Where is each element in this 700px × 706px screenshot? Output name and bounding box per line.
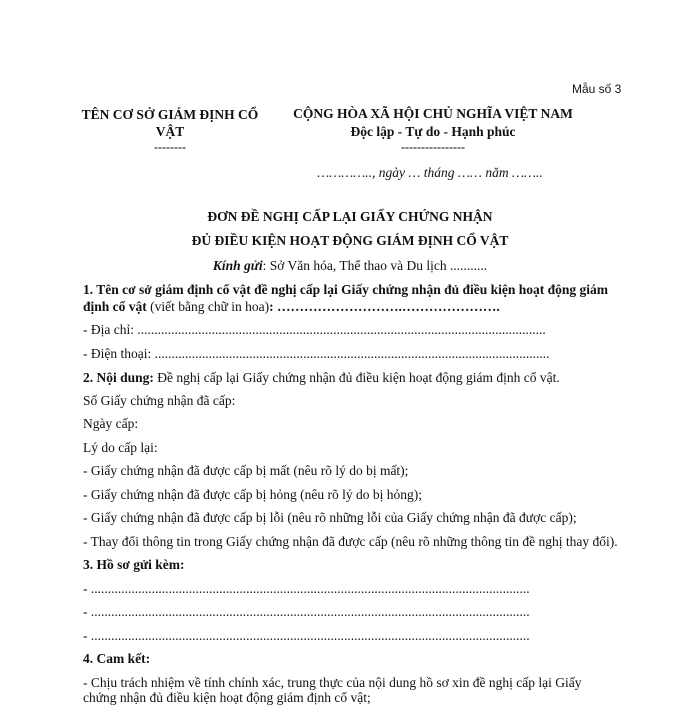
commitment-line1: - Chịu trách nhiệm về tính chính xác, trung thực của nội dung hồ sơ xin đề nghị cấp lại Giấy — [83, 675, 582, 690]
attachment-line: - .................................................................................................................................. — [83, 604, 530, 619]
national-divider: ---------------- — [401, 140, 465, 154]
section3-heading: 3. Hồ sơ gửi kèm: — [83, 557, 185, 572]
address-field: - Địa chỉ: ......................................................................................................................... — [83, 322, 546, 337]
organization-divider: -------- — [154, 140, 186, 154]
phone-field: - Điện thoại: ..................................................................................................................... — [83, 346, 550, 361]
document-title-line2: ĐỦ ĐIỀU KIỆN HOẠT ĐỘNG GIÁM ĐỊNH CỔ VẬT — [191, 233, 509, 248]
recipient-text: : Sở Văn hóa, Thể thao và Du lịch ........... — [262, 258, 488, 273]
certificate-number-field: Số Giấy chứng nhận đã cấp: — [83, 393, 236, 408]
section2-text: Đề nghị cấp lại Giấy chứng nhận đủ điều kiện hoạt động giám định cổ vật. — [153, 370, 560, 385]
national-motto: Độc lập - Tự do - Hạnh phúc — [350, 124, 516, 139]
recipient-label: Kính gửi — [212, 258, 263, 273]
attachment-line: - .................................................................................................................................. — [83, 581, 530, 596]
date-line: ………….., ngày … tháng …… năm …….. — [317, 165, 543, 180]
recipient-line — [0, 258, 700, 274]
reissue-reason-label: Lý do cấp lại: — [83, 440, 158, 455]
form-code: Mẫu số 3 — [572, 82, 622, 96]
section1-heading — [83, 281, 623, 315]
section1-note: (viết bằng chữ in hoa) — [146, 299, 270, 314]
section2-heading: 2. Nội dung: — [83, 370, 154, 385]
commitment-line2: chứng nhận đủ điều kiện hoạt động giám định cổ vật; — [83, 690, 371, 705]
issue-date-field: Ngày cấp: — [83, 416, 139, 431]
attachment-line: - .................................................................................................................................. — [83, 628, 530, 643]
section4-heading: 4. Cam kết: — [83, 651, 151, 666]
section2-line — [83, 370, 560, 386]
section1-tail: : ……………………….…………………. — [269, 299, 500, 314]
list-item: - Thay đổi thông tin trong Giấy chứng nhận đã được cấp (nêu rõ những thông tin đề nghị thay đổi). — [83, 534, 618, 549]
list-item: - Giấy chứng nhận đã được cấp bị mất (nêu rõ lý do bị mất); — [83, 463, 409, 478]
organization-name: TÊN CƠ SỞ GIÁM ĐỊNH CỔ VẬT — [81, 107, 259, 139]
document-title-line1: ĐƠN ĐỀ NGHỊ CẤP LẠI GIẤY CHỨNG NHẬN — [207, 209, 493, 224]
list-item: - Giấy chứng nhận đã được cấp bị lỗi (nêu rõ những lỗi của Giấy chứng nhận đã được cấp); — [83, 510, 577, 525]
national-title: CỘNG HÒA XÃ HỘI CHỦ NGHĨA VIỆT NAM — [293, 106, 573, 121]
section1-title: 1. Tên cơ sở giám định cổ vật đề nghị cấp lại Giấy chứng nhận đủ điều kiện hoạt động giám định cổ vật — [83, 282, 609, 314]
list-item: - Giấy chứng nhận đã được cấp bị hỏng (nêu rõ lý do bị hỏng); — [83, 487, 422, 502]
